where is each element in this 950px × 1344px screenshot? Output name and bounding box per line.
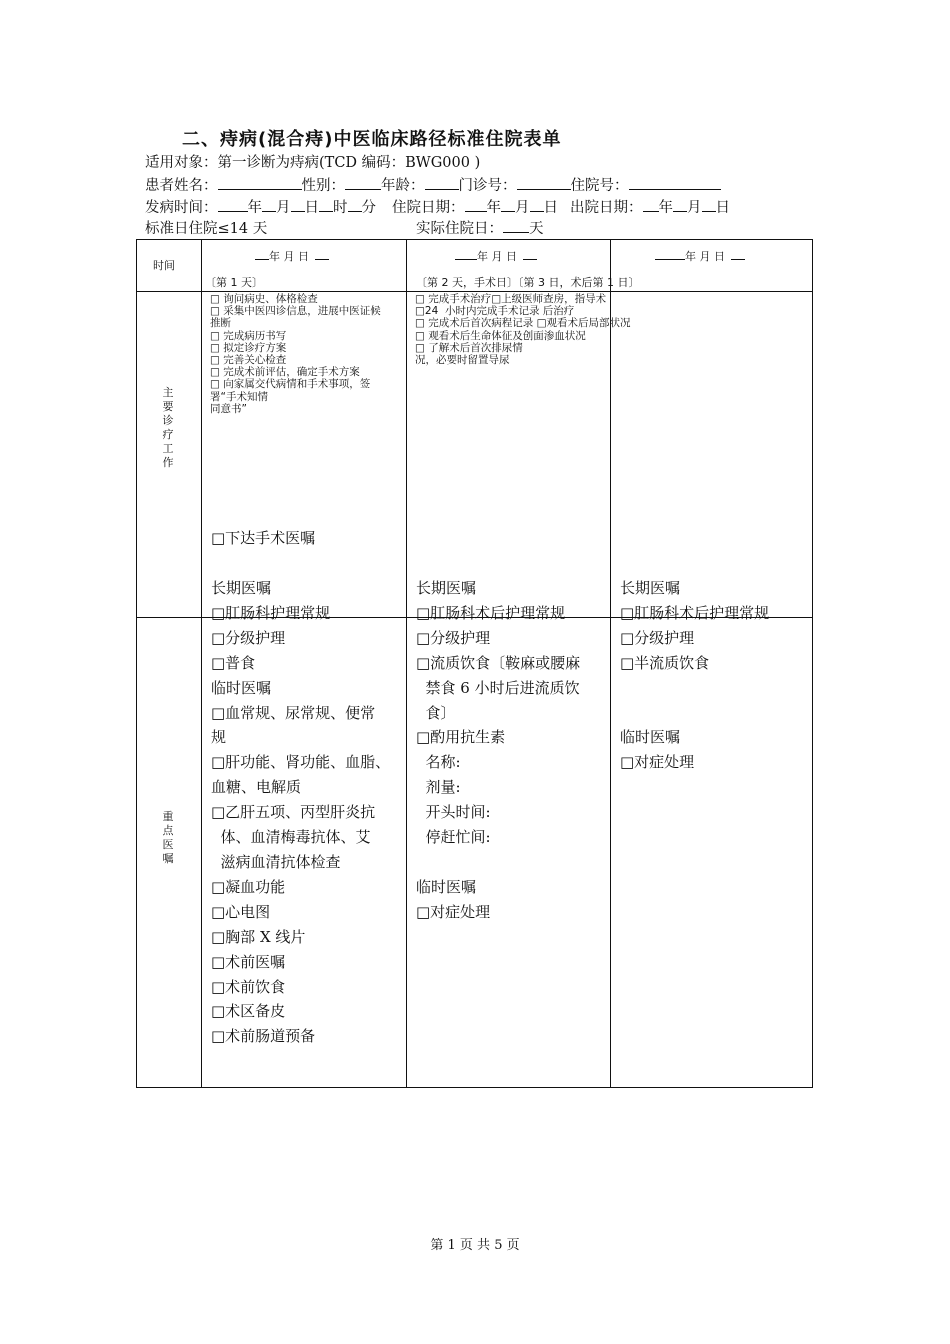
order-item: 长期医嘱	[620, 579, 681, 597]
order-item	[620, 676, 769, 701]
work-item[interactable]: □ 向家属交代病情和手术事项，签	[210, 378, 371, 391]
col3-orders	[620, 576, 769, 775]
work-item[interactable]: □ 拟定诊疗方案	[210, 341, 287, 354]
order-item: 禁食 6 小时后进流质饮	[416, 678, 580, 697]
work-item: 同意书”	[210, 402, 247, 415]
order-item[interactable]: □流质饮食〔鞍麻或腰麻	[416, 653, 581, 672]
standard-stay: 标准日住院≤14 天	[145, 221, 268, 237]
clinic-no-field	[517, 175, 571, 190]
time-label: 时间	[153, 259, 175, 272]
order-item: 滋病血清抗体检查	[211, 852, 341, 871]
order-item[interactable]: □肛肠科护理常规	[211, 603, 331, 622]
work-item[interactable]: □ 完善关心检查	[210, 354, 287, 367]
col2-main-work	[415, 293, 631, 367]
order-item[interactable]: □肝功能、肾功能、血脂、	[211, 753, 391, 772]
order-item: 体、血清梅毒抗体、艾	[211, 828, 371, 847]
col2-day-label: 〔第 2 天，手术日〕〔第 3 日，术后第 1 日〕	[416, 276, 640, 289]
col1-day-label: 〔第 1 天〕	[205, 276, 263, 289]
col1-orders	[211, 576, 390, 1049]
work-item: 况，必要时留置导尿	[415, 354, 510, 367]
date-header-col2: 年 月 日	[455, 248, 537, 263]
work-item[interactable]: □ 采集中医四诊信息，进展中医证候	[210, 305, 381, 318]
order-item: 血糖、电解质	[211, 778, 302, 797]
year-label: 年	[486, 200, 501, 216]
order-item[interactable]: □对症处理	[416, 902, 491, 921]
order-item[interactable]: □分级护理	[211, 628, 286, 647]
applies-line: 适用对象：第一诊断为痔病(TCD 编码：BWG000 )	[145, 155, 481, 171]
order-item: 临时医嘱	[620, 728, 681, 747]
admit-date-label: 住院日期：	[392, 200, 465, 216]
discharge-date-label: 出院日期：	[570, 200, 643, 216]
actual-stay-label: 实际住院日：	[416, 221, 503, 237]
admission-no-field	[629, 175, 721, 190]
work-item[interactable]: □ 观看术后生命体征及创面渗血状况	[415, 329, 586, 342]
day-label: 日	[715, 200, 730, 216]
date-line	[145, 196, 730, 217]
order-item[interactable]: □对症处理	[620, 753, 695, 772]
order-item: 临时医嘱	[416, 877, 477, 896]
days-unit: 天	[529, 221, 544, 237]
date-header-col3: 年 月 日	[655, 248, 745, 263]
key-orders-label: 重 点 医 嘱	[162, 810, 174, 865]
onset-label: 发病时间：	[145, 200, 218, 216]
patient-info-line	[145, 174, 721, 195]
year-label: 年	[658, 200, 673, 216]
month-label: 月	[515, 200, 530, 216]
month-label: 月	[687, 200, 702, 216]
order-item[interactable]: □肛肠科术后护理常规	[416, 603, 566, 622]
order-item[interactable]: □乙肝五项、丙型肝炎抗	[211, 803, 376, 822]
order-item[interactable]: □分级护理	[620, 628, 695, 647]
order-item: 名称:	[416, 753, 461, 772]
page-footer: 第 1 页 共 5 页	[430, 1238, 520, 1253]
gender-field	[345, 175, 381, 190]
col-divider	[610, 240, 611, 1087]
order-item: 食〕	[416, 703, 456, 722]
order-item[interactable]: □肛肠科术后护理常规	[620, 603, 770, 622]
page-title: 二、痔病(混合痔)中医临床路径标准住院表单	[182, 129, 562, 150]
date-header-col1: 年 月 日	[255, 248, 329, 263]
patient-name-label: 患者姓名：	[145, 178, 218, 194]
order-item: 长期医嘱	[211, 579, 272, 597]
month-label: 月	[276, 200, 291, 216]
work-item[interactable]: □ 完成术后首次病程记录 □观看术后局部状况	[415, 317, 631, 330]
admission-no-label: 住院号：	[570, 178, 629, 194]
order-item[interactable]: □术区备皮	[211, 1002, 286, 1021]
work-item[interactable]: □24 小时内完成手术记录 后治疗	[415, 305, 575, 318]
work-item: 署“手术知情	[210, 390, 268, 403]
work-item[interactable]: □ 完成手术治疗□上级医师查房，指导术	[415, 293, 607, 305]
minute-label: 分	[361, 200, 376, 216]
order-item[interactable]: □酌用抗生素	[416, 728, 506, 747]
work-item: 推断	[210, 317, 231, 330]
order-item[interactable]: □胸部 X 线片	[211, 927, 306, 946]
clinical-pathway-table	[136, 239, 813, 1088]
surgery-order-item[interactable]: □下达手术医嘱	[211, 529, 316, 547]
day-label: 日	[543, 200, 558, 216]
order-item[interactable]: □半流质饮食	[620, 653, 710, 672]
order-item: 停赶忙间:	[416, 828, 491, 847]
age-label: 年龄：	[381, 178, 425, 194]
order-item[interactable]: □分级护理	[416, 628, 491, 647]
patient-name-field	[218, 175, 302, 190]
col1-main-work	[210, 293, 406, 415]
col-divider	[201, 240, 202, 1087]
gender-label: 性别：	[301, 178, 345, 194]
clinic-no-label: 门诊号：	[458, 178, 517, 194]
work-item[interactable]: □ 完成术前评估，确定手术方案	[210, 366, 360, 379]
actual-stay	[416, 217, 544, 238]
row-divider	[137, 291, 812, 292]
order-item: 规	[211, 728, 227, 747]
day-label: 日	[304, 200, 319, 216]
order-item[interactable]: □普食	[211, 653, 256, 672]
hour-label: 时	[333, 200, 348, 216]
age-field	[425, 175, 459, 190]
work-item[interactable]: □ 询问病史、体格检查	[210, 293, 318, 305]
order-item[interactable]: □凝血功能	[211, 877, 286, 896]
col-divider	[406, 240, 407, 1087]
order-item: 剂量:	[416, 778, 461, 797]
col2-orders	[416, 576, 580, 925]
order-item	[416, 850, 580, 875]
order-item[interactable]: □术前医嘱	[211, 952, 286, 971]
order-item[interactable]: □术前饮食	[211, 977, 286, 996]
work-item[interactable]: □ 了解术后首次排尿情	[415, 341, 523, 354]
order-item	[620, 701, 769, 726]
order-item: 开头时间:	[416, 803, 491, 822]
work-item[interactable]: □ 完成病历书写	[210, 329, 287, 342]
main-work-label: 主 要 诊 疗 工 作	[162, 386, 174, 469]
order-item: 临时医嘱	[211, 678, 272, 697]
year-label: 年	[247, 200, 262, 216]
order-item[interactable]: □血常规、尿常规、便常	[211, 703, 376, 722]
order-item[interactable]: □术前肠道预备	[211, 1027, 316, 1046]
order-item: 长期医嘱	[416, 579, 477, 597]
order-item[interactable]: □心电图	[211, 902, 271, 921]
